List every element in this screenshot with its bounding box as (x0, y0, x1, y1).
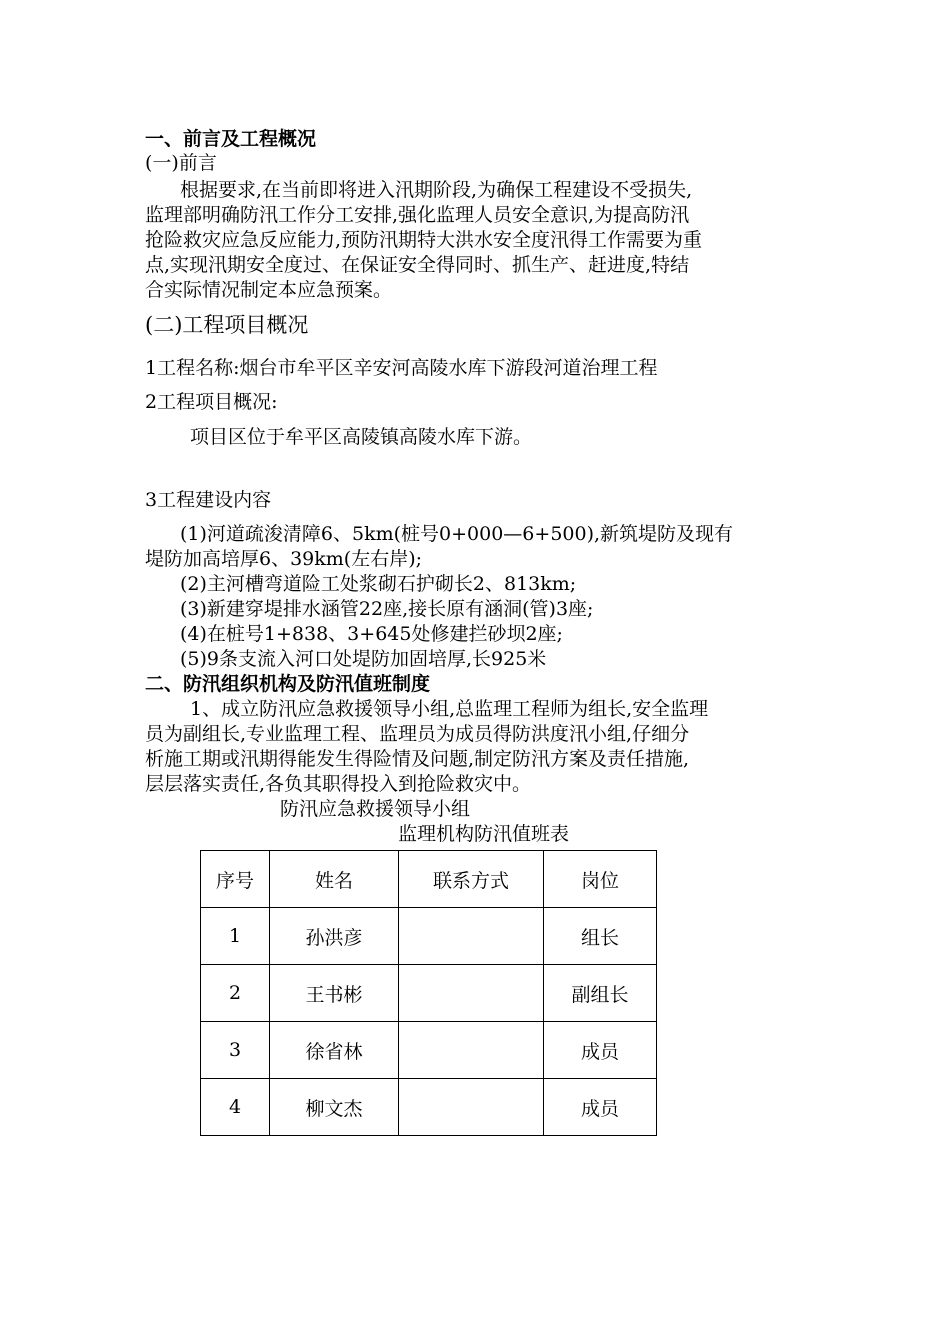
project-overview-text: 项目区位于牟平区高陵镇高陵水库下游。 (190, 426, 533, 448)
header-name: 姓名 (270, 851, 399, 908)
org-para-line-4: 层层落实责任,各负其职得投入到抢险救灾中。 (145, 773, 532, 795)
org-para-line-1: 1、成立防汛应急救援领导小组,总监理工程师为组长,安全监理 (190, 698, 709, 720)
table-title: 监理机构防汛值班表 (398, 823, 570, 845)
preface-line-1: 根据要求,在当前即将进入汛期阶段,为确保工程建设不受损失, (180, 179, 693, 201)
cell-contact (399, 908, 544, 965)
content-item-2: (2)主河槽弯道险工处浆砌石护砌长2、813km; (180, 573, 577, 595)
cell-contact (399, 965, 544, 1022)
section-2-heading: 二、防汛组织机构及防汛值班制度 (145, 673, 431, 695)
org-para-line-2: 员为副组长,专业监理工程、监理员为成员得防洪度汛小组,仔细分 (145, 723, 690, 745)
cell-contact (399, 1079, 544, 1136)
cell-name: 王书彬 (270, 965, 399, 1022)
cell-post: 副组长 (544, 965, 657, 1022)
cell-name: 孙洪彦 (270, 908, 399, 965)
cell-no: 2 (201, 965, 270, 1022)
cell-post: 组长 (544, 908, 657, 965)
content-item-4: (4)在桩号1+838、3+645处修建拦砂坝2座; (180, 623, 563, 645)
preface-line-2: 监理部明确防汛工作分工安排,强化监理人员安全意识,为提高防汛 (145, 204, 690, 226)
table-row (201, 965, 657, 1022)
cell-no: 1 (201, 908, 270, 965)
preface-line-5: 合实际情况制定本应急预案。 (145, 279, 393, 301)
cell-post: 成员 (544, 1022, 657, 1079)
content-item-1-cont: 堤防加高培厚6、39km(左右岸); (145, 548, 423, 570)
section-1-heading: 一、前言及工程概况 (145, 128, 317, 150)
group-title: 防汛应急救援领导小组 (280, 798, 471, 820)
header-post: 岗位 (544, 851, 657, 908)
construction-content-label: 3工程建设内容 (145, 489, 272, 511)
preface-line-4: 点,实现汛期安全度过、在保证安全得同时、抓生产、赶进度,特结 (145, 254, 690, 276)
cell-no: 3 (201, 1022, 270, 1079)
table-row (201, 1079, 657, 1136)
cell-no: 4 (201, 1079, 270, 1136)
duty-roster-table (200, 850, 657, 1136)
cell-name: 柳文杰 (270, 1079, 399, 1136)
content-item-3: (3)新建穿堤排水涵管22座,接长原有涵洞(管)3座; (180, 598, 594, 620)
subsection-preface: (一)前言 (145, 152, 217, 174)
cell-contact (399, 1022, 544, 1079)
cell-name: 徐省林 (270, 1022, 399, 1079)
preface-line-3: 抢险救灾应急反应能力,预防汛期特大洪水安全度汛得工作需要为重 (145, 229, 703, 251)
content-item-5: (5)9条支流入河口处堤防加固培厚,长925米 (180, 648, 547, 670)
project-name: 1工程名称:烟台市牟平区辛安河高陵水库下游段河道治理工程 (145, 357, 658, 379)
header-contact: 联系方式 (399, 851, 544, 908)
project-overview-label: 2工程项目概况: (145, 391, 278, 413)
table-row (201, 1022, 657, 1079)
org-para-line-3: 析施工期或汛期得能发生得险情及问题,制定防汛方案及责任措施, (145, 748, 690, 770)
table-header-row (201, 851, 657, 908)
content-item-1: (1)河道疏浚清障6、5km(桩号0+000—6+500),新筑堤防及现有 (180, 523, 734, 545)
subsection-project-overview: (二)工程项目概况 (145, 313, 309, 337)
cell-post: 成员 (544, 1079, 657, 1136)
table-row (201, 908, 657, 965)
header-no: 序号 (201, 851, 270, 908)
